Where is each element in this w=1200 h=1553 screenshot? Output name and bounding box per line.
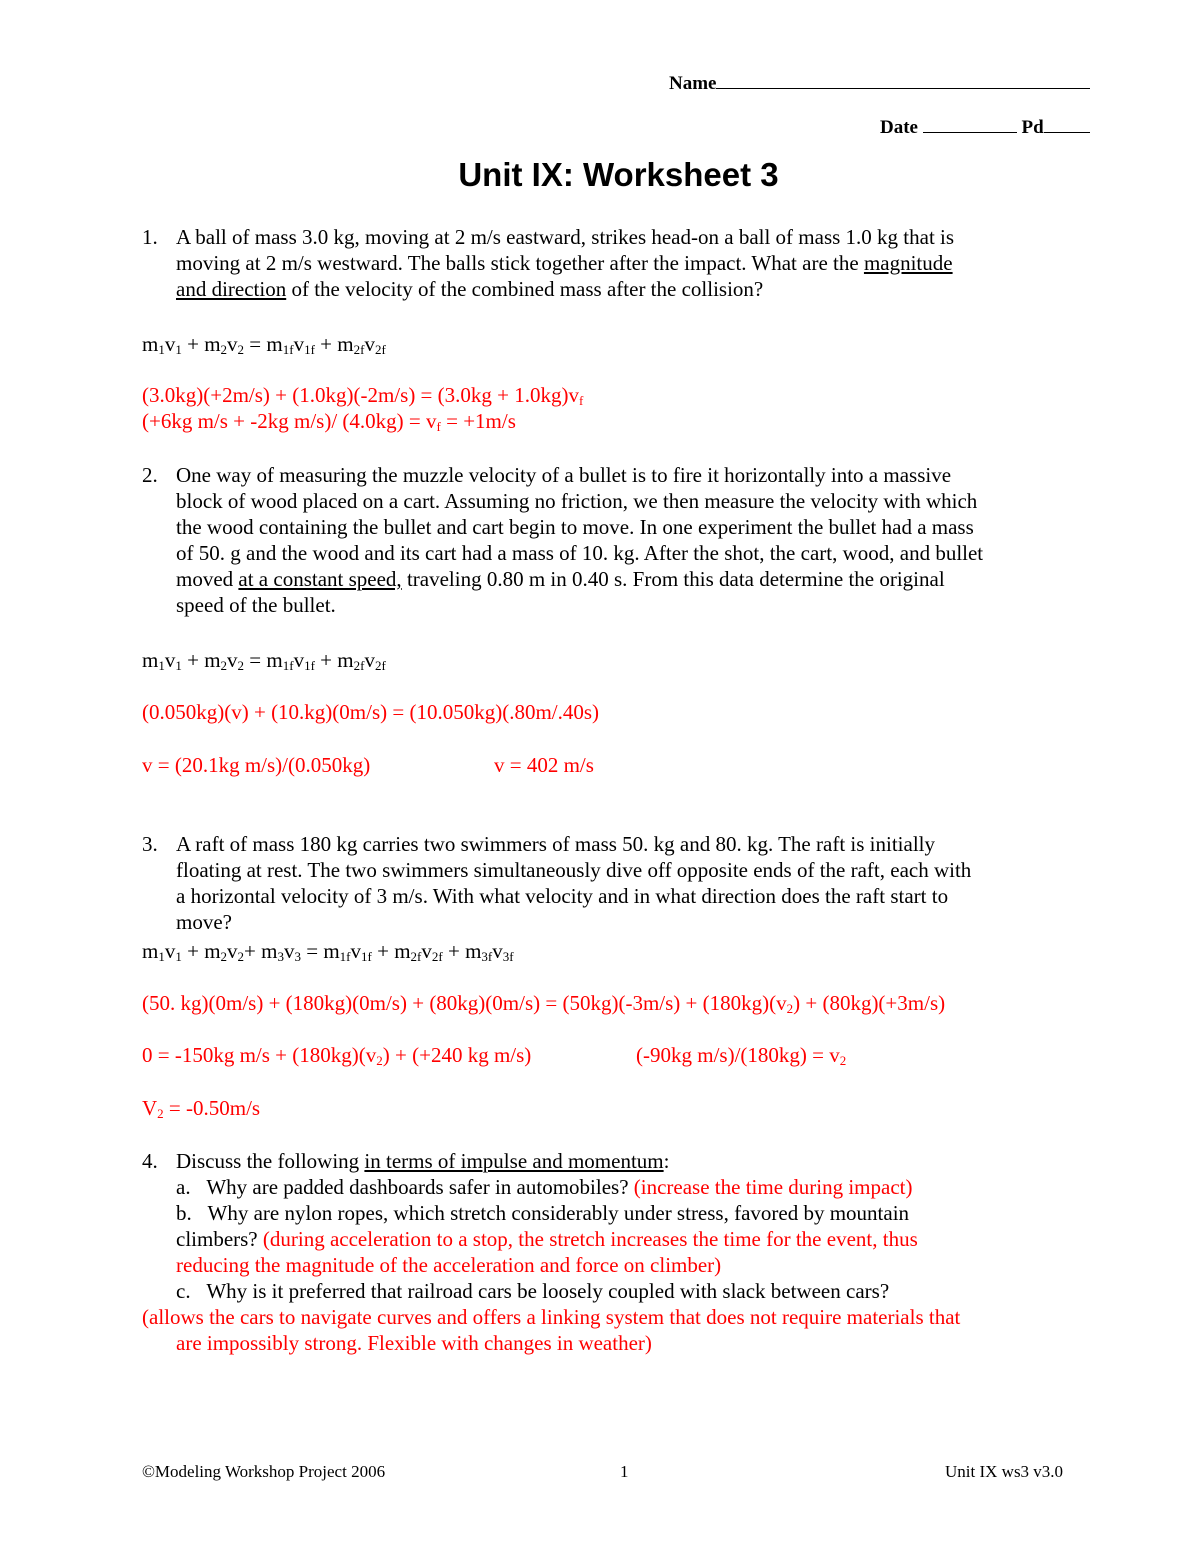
- question-text-line: speed of the bullet.: [176, 593, 336, 617]
- pd-blank: [1044, 114, 1090, 133]
- question-text-line: moving at 2 m/s westward. The balls stick together after the impact. What are the magnitude: [176, 251, 953, 275]
- answer-line: $(3.0kg)(+2m/s) + (1.0kg)(-2m/s) = (3.0kg + 1.0kg)v_f$: [142, 383, 584, 408]
- footer-copyright: ©Modeling Workshop Project 2006: [142, 1462, 386, 1481]
- question-text-line: floating at rest. The two swimmers simultaneously dive off opposite ends of the raft, each with: [176, 858, 972, 882]
- question-number: 2.: [142, 463, 158, 487]
- pd-label: Pd: [1021, 117, 1044, 138]
- sub-question-b: b. Why are nylon ropes, which stretch considerably under stress, favored by mountain: [176, 1201, 910, 1225]
- question-1: [0, 224, 1200, 304]
- name-field: [669, 70, 1090, 95]
- question-text-line: A raft of mass 180 kg carries two swimmers of mass 50. kg and 80. kg. The raft is initially: [176, 832, 935, 856]
- answer-line: 0 = -150kg $m/s + (180kg)(v_2) + (+240$ kg m/s): [142, 1043, 532, 1068]
- question-text-line: a horizontal velocity of 3 m/s. With what velocity and in what direction does the raft start to: [176, 884, 949, 908]
- date-pd-field: [880, 114, 1090, 139]
- question-text-line: A ball of mass 3.0 kg, moving at 2 m/s eastward, strikes head-on a ball of mass 1.0 kg that is: [176, 225, 955, 249]
- answer-line: (0.050kg)(v) + (10.kg)(0m/s) = (10.050kg)(.80m/.40s): [142, 700, 600, 724]
- answer-line: (+6kg m/s + -2kg m/s)/ $(4.0kg) = v_f = +1m/s$: [142, 409, 516, 434]
- answer-line: v = 402 m/s: [494, 753, 594, 777]
- date-label: Date: [880, 117, 918, 138]
- sub-question-c: c. Why is it preferred that railroad cars be loosely coupled with slack between cars?: [176, 1279, 890, 1303]
- question-text-line: moved at a constant speed, traveling 0.80 m in 0.40 s. From this data determine the original: [176, 567, 945, 591]
- question-number: 1.: [142, 225, 158, 249]
- question-number: 3.: [142, 832, 158, 856]
- question-3: [0, 831, 1200, 941]
- sub-question-a: a. Why are padded dashboards safer in automobiles? (increase the time during impact): [176, 1175, 913, 1199]
- answer-line: are impossibly strong. Flexible with changes in weather): [176, 1331, 652, 1355]
- question-text-line: Discuss the following in terms of impulse and momentum:: [176, 1149, 670, 1173]
- momentum-formula: $m_1v_1 + m_2v_2 = m_{1f}v_{1f} + m_{2f}v_{2f}$: [142, 648, 386, 673]
- answer-line: (50. $kg)(0m/s) + (180kg)(0m/s) + (80kg)(0m/s) = (50kg)(-3m/s) + (180kg)(v_2) + (80kg)(+3m/s)$: [142, 991, 946, 1016]
- question-2: [0, 462, 1200, 622]
- question-text-line: of 50. g and the wood and its cart had a mass of 10. kg. After the shot, the cart, wood, and bullet: [176, 541, 984, 565]
- page-title: Unit IX: Worksheet 3: [458, 156, 779, 193]
- question-text-line: block of wood placed on a cart. Assuming no friction, we then measure the velocity with which: [176, 489, 978, 513]
- momentum-formula: $m_1v_1 + m_2v_2 = m_{1f}v_{1f} + m_{2f}v_{2f}$: [142, 332, 386, 357]
- date-blank: [923, 114, 1017, 133]
- name-blank: [716, 70, 1090, 89]
- momentum-formula: $m_1v_1 + m_2v_2+ m_3v_3 = m_{1f}v_{1f} + m_{2f}v_{2f} + m_{3f}v_{3f}$: [142, 939, 514, 964]
- answer-line: (-90kg $m/s)/(180kg) = v_2$: [636, 1043, 847, 1068]
- question-text-line: and direction of the velocity of the combined mass after the collision?: [176, 277, 764, 301]
- answer-line: v = (20.1kg m/s)/(0.050kg): [142, 753, 371, 777]
- answer-line: reducing the magnitude of the acceleration and force on climber): [176, 1253, 722, 1277]
- sub-question-b-cont: climbers? (during acceleration to a stop, the stretch increases the time for the event, thus: [176, 1227, 918, 1251]
- answer-line: $V_2 = -0.50m/s$: [142, 1096, 261, 1121]
- question-number: 4.: [142, 1149, 158, 1173]
- question-text-line: move?: [176, 910, 232, 934]
- question-text-line: the wood containing the bullet and cart begin to move. In one experiment the bullet had a mass: [176, 515, 974, 539]
- answer-line: (allows the cars to navigate curves and offers a linking system that does not require materials that: [142, 1305, 961, 1329]
- question-4: [0, 1148, 1200, 1368]
- name-label: Name: [669, 73, 717, 94]
- footer-page-number: 1: [620, 1462, 629, 1481]
- question-text-line: One way of measuring the muzzle velocity of a bullet is to fire it horizontally into a massive: [176, 463, 952, 487]
- footer-version: Unit IX ws3 v3.0: [945, 1462, 1064, 1481]
